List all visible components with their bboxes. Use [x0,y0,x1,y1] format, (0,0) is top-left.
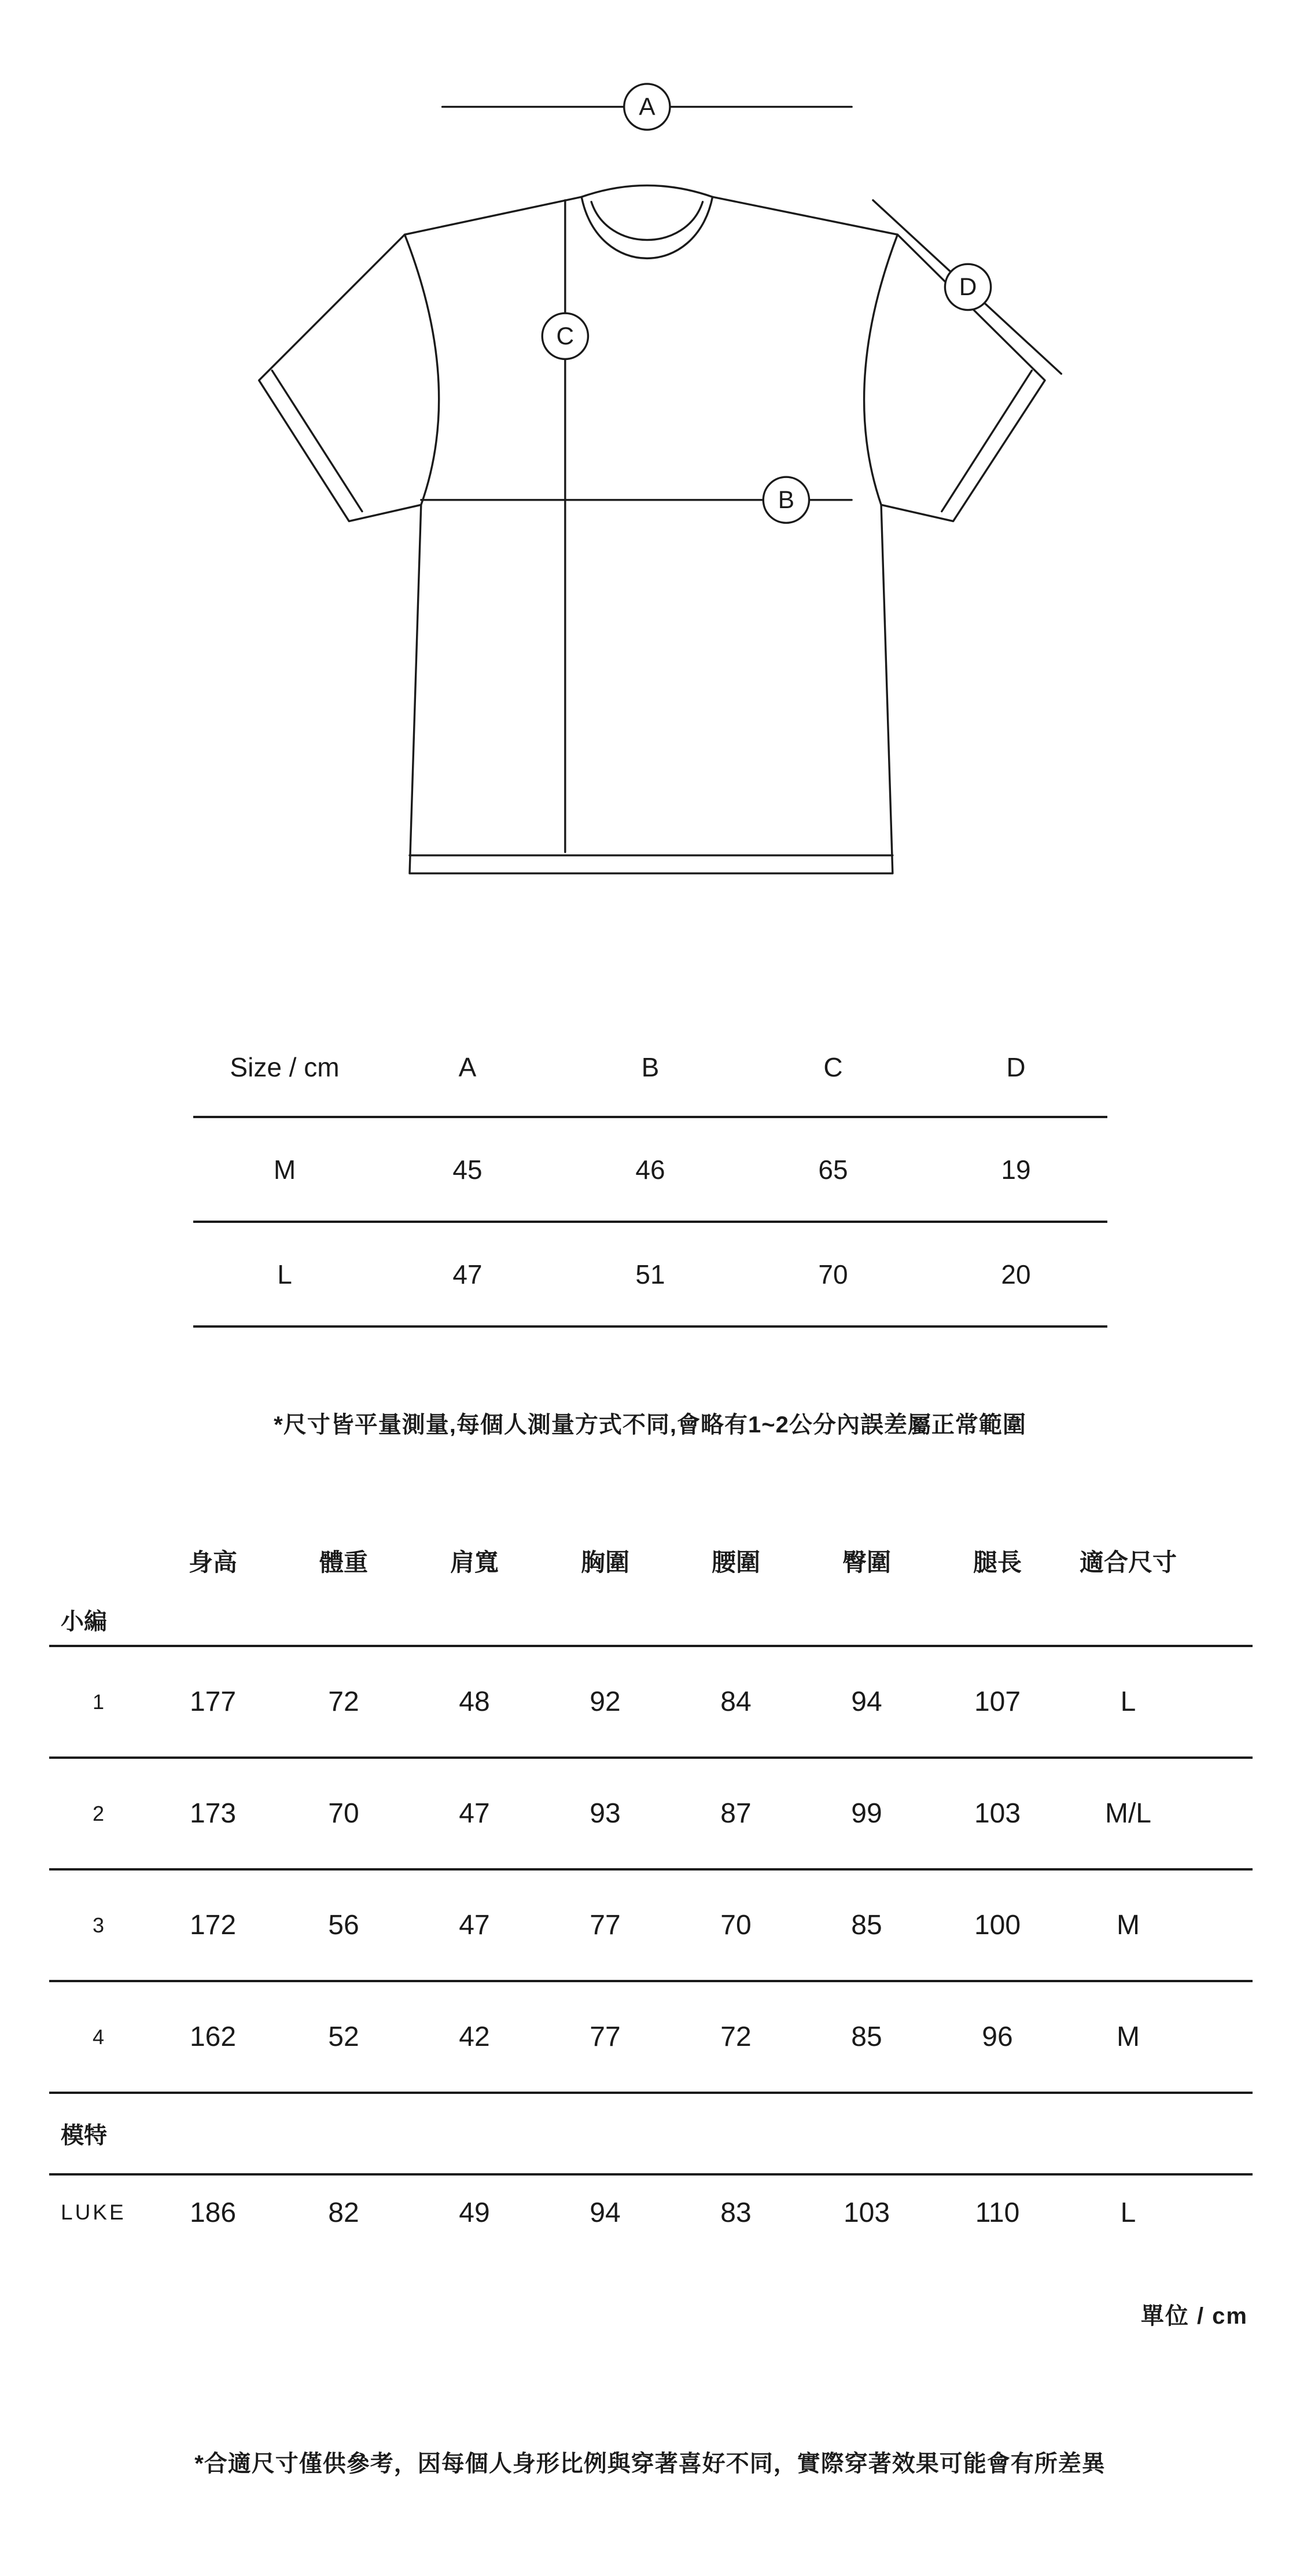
table-row [49,1869,1253,1981]
size-value: 19 [1001,1154,1031,1185]
size-value: 51 [635,1259,665,1289]
cell: 72 [328,1686,359,1717]
cell: 103 [974,1798,1021,1829]
cell: 100 [974,1910,1021,1941]
tshirt-size-diagram [246,82,1065,885]
cell: 70 [720,1910,752,1941]
row-label: 4 [92,2024,105,2049]
column-header-c: C [823,1052,843,1082]
cell: 107 [974,1686,1021,1717]
cell: 77 [590,2022,621,2052]
size-unit-header: Size / cm [230,1052,340,1082]
size-value: 70 [818,1259,848,1289]
collar-front-outer [581,197,712,258]
collar-back [581,185,712,197]
cell: 56 [328,1910,359,1941]
measurement-tolerance-note: *尺寸皆平量測量,每個人測量方式不同,會略有1~2公分內誤差屬正常範圍 [274,1412,1026,1438]
cell: 85 [851,1910,882,1941]
cell: M/L [1104,1798,1151,1829]
cell: 83 [720,2197,752,2228]
group-label: 小編 [61,1608,107,1634]
column-header-chest: 胸圍 [580,1549,629,1576]
cell: 103 [843,2197,890,2228]
cell: 85 [851,2022,882,2052]
cuff-right-seam [942,370,1032,511]
row-label: 1 [92,1689,105,1714]
corner-cell [49,1528,148,1594]
size-value: 20 [1001,1259,1031,1289]
size-name: M [273,1154,296,1185]
cell: 47 [459,1798,490,1829]
size-value: 45 [452,1154,483,1185]
group-row-filler [148,2093,1253,2174]
spacer-cell [1194,2174,1253,2250]
column-header-waist: 腰圍 [711,1549,760,1576]
cell: 77 [590,1910,621,1941]
cell: 48 [459,1686,490,1717]
spacer-cell [1194,1758,1253,1869]
cell: 96 [982,2022,1013,2052]
table-row [49,1758,1253,1869]
column-header-d: D [1006,1052,1026,1082]
cell: 52 [328,2022,359,2052]
cell: 47 [459,1910,490,1941]
size-row-l [193,1222,1107,1326]
garment-size-table [193,1019,1107,1328]
table-row [49,1981,1253,2093]
row-label: LUKE [61,2200,126,2224]
measure-label-c: C [556,322,574,350]
size-name: L [277,1259,292,1289]
cell: 99 [851,1798,882,1829]
table-row [49,1646,1253,1758]
measure-label-a: A [639,93,655,120]
cell: 110 [975,2197,1020,2228]
group-row-editors [49,1594,1253,1646]
cell: 173 [189,1798,237,1829]
row-label: 2 [92,1801,105,1825]
cell: L [1120,2197,1136,2228]
unit-note: 單位 / cm [1140,2303,1248,2329]
column-header-fit-size: 適合尺寸 [1079,1549,1177,1576]
cell: 72 [720,2022,752,2052]
fit-disclaimer-note: *合適尺寸僅供參考，因每個人身形比例與穿著喜好不同，實際穿著效果可能會有所差異 [194,2451,1106,2476]
column-header-leg: 腿長 [973,1549,1022,1576]
cell: 42 [459,2022,490,2052]
column-header-b: B [641,1052,660,1082]
size-value: 65 [818,1154,848,1185]
size-value: 46 [635,1154,665,1185]
column-header-height: 身高 [188,1549,237,1576]
cuff-left-seam [272,370,362,511]
column-header-hip: 臀圍 [842,1549,891,1576]
size-value: 47 [452,1259,483,1289]
group-label: 模特 [61,2123,107,2148]
spacer-cell [1194,1981,1253,2093]
tshirt-outline [259,197,1045,873]
armhole-right-seam [864,234,898,505]
cell: M [1117,1910,1140,1941]
cell: 177 [189,1686,237,1717]
cell: 186 [189,2197,237,2228]
cell: 84 [720,1686,752,1717]
spacer-cell [1194,1869,1253,1981]
cell: 93 [590,1798,621,1829]
table-row-luke [49,2174,1253,2250]
measure-label-d: D [959,273,977,301]
cell: 82 [328,2197,359,2228]
column-header-shoulder: 肩寬 [450,1549,499,1576]
row-label: 3 [92,1913,105,1937]
cell: L [1120,1686,1136,1717]
cell: 94 [590,2197,621,2228]
spacer-cell [1194,1646,1253,1758]
collar-front-inner [591,202,702,240]
column-header-weight: 體重 [319,1549,368,1576]
cell: 94 [851,1686,882,1717]
body-table-header-row [49,1528,1253,1594]
spacer-cell [1194,1528,1253,1594]
cell: 49 [459,2197,490,2228]
column-header-a: A [458,1052,477,1082]
model-measurements-table [49,1528,1253,2250]
cell: 70 [328,1798,359,1829]
cell: 162 [189,2022,237,2052]
size-row-m [193,1117,1107,1222]
cell: 92 [590,1686,621,1717]
armhole-left-seam [405,234,439,505]
cell: 172 [189,1910,237,1941]
measure-label-b: B [778,486,795,513]
cell: 87 [720,1798,752,1829]
group-row-model [49,2093,1253,2174]
size-table-header-row [193,1019,1107,1117]
group-row-filler [148,1594,1253,1646]
cell: M [1117,2022,1140,2052]
